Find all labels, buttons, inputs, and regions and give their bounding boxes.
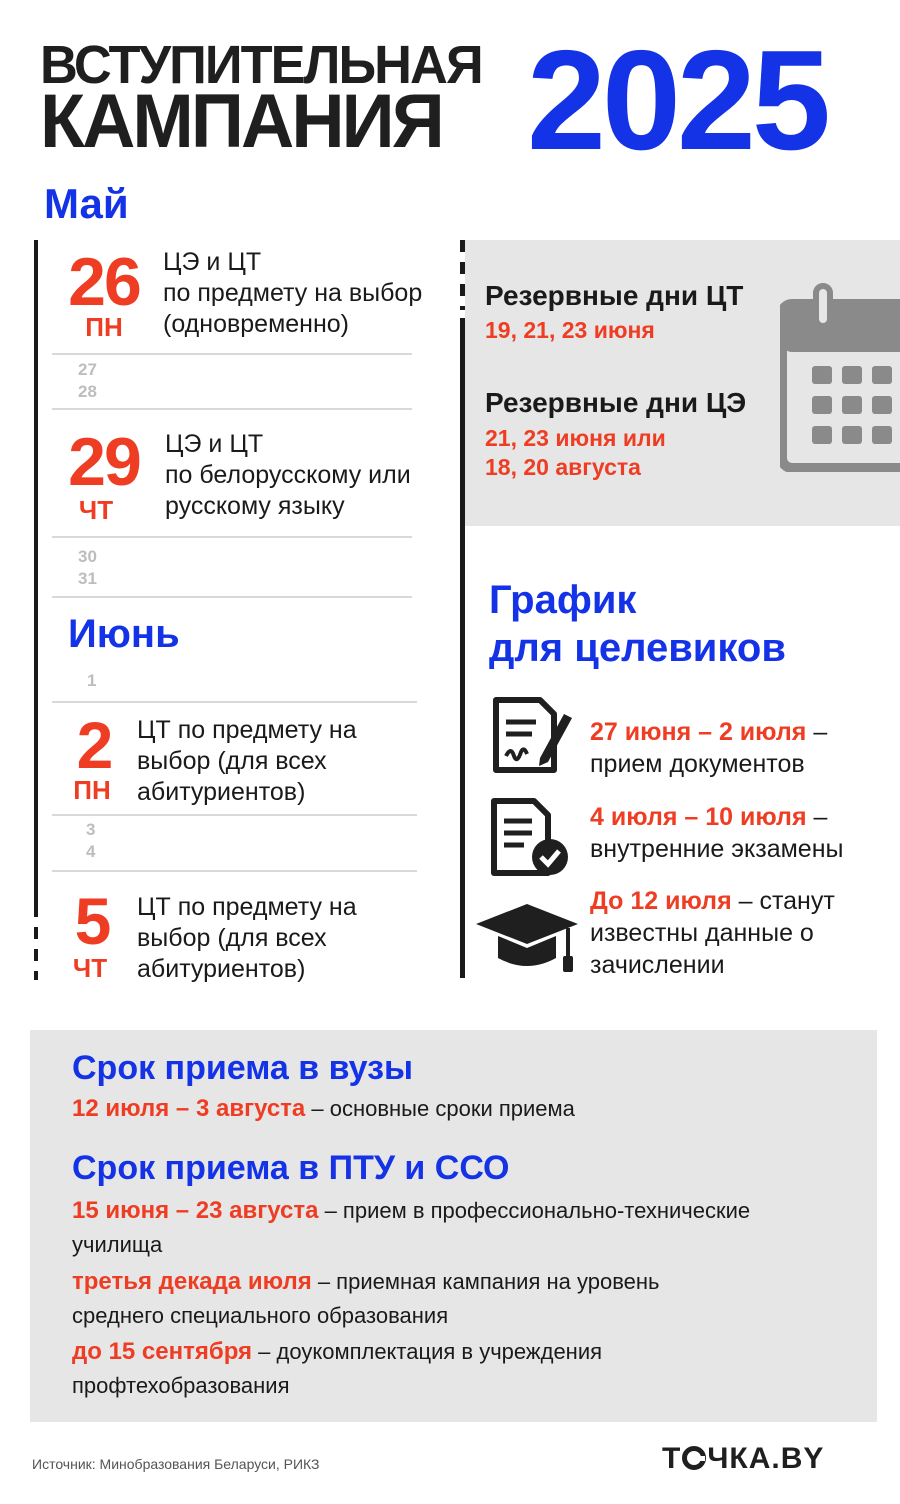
day-number: 29	[68, 424, 140, 500]
reserve-ct-title: Резервные дни ЦТ	[485, 280, 744, 311]
gap-days: 3 4	[86, 820, 96, 861]
title-line-1: ВСТУПИТЕЛЬНАЯ	[40, 35, 482, 95]
reserve-ct-dates: 19, 21, 23 июня	[485, 317, 655, 343]
timeline-line	[34, 240, 38, 905]
document-check-icon	[488, 795, 572, 881]
gap-days: 30 31	[78, 547, 97, 588]
targeted-title: График для целевиков	[489, 578, 786, 670]
event-text: ЦЭ и ЦТ по предмету на выбор (одновременно)	[163, 248, 423, 338]
day-of-week: ПН	[73, 775, 111, 805]
logo-o-icon	[682, 1446, 706, 1470]
month-may: Май	[44, 180, 129, 227]
separator	[52, 536, 412, 538]
day-of-week: ЧТ	[72, 953, 108, 983]
ptu-row: третья декада июля – приемная кампания на уровень среднего специального образования	[72, 1268, 660, 1328]
targeted-item: До 12 июля – станут известны данные о зачислении	[590, 887, 835, 979]
targeted-item: 27 июня – 2 июля – прием документов	[590, 718, 828, 778]
source-note: Источник: Минобразования Беларуси, РИКЗ	[32, 1456, 320, 1472]
separator	[52, 596, 412, 598]
title-line-2: КАМПАНИЯ	[40, 79, 442, 164]
ptu-row: 15 июня – 23 августа – прием в профессионально-технические училища	[72, 1197, 751, 1257]
separator	[52, 353, 412, 355]
ptu-title: Срок приема в ПТУ и ССО	[72, 1149, 510, 1187]
event-text: ЦЭ и ЦТ по белорусскому или русскому языку	[165, 430, 411, 520]
day-of-week: ПН	[85, 312, 123, 342]
event-text: ЦТ по предмету на выбор (для всех абитуриентов)	[137, 893, 357, 983]
reserve-ce-title: Резервные дни ЦЭ	[485, 387, 747, 418]
day-of-week: ЧТ	[78, 495, 114, 525]
calendar-icon	[780, 282, 900, 472]
event-text: ЦТ по предмету на выбор (для всех абитуриентов)	[137, 716, 357, 806]
targeted-item: 4 июля – 10 июля – внутренние экзамены	[590, 803, 844, 863]
timeline-dashed	[34, 905, 38, 980]
separator	[52, 814, 417, 816]
document-sign-icon	[488, 694, 572, 778]
reserve-ce-dates: 21, 23 июня или 18, 20 августа	[485, 425, 666, 480]
month-june: Июнь	[68, 612, 180, 656]
day-number: 5	[74, 884, 110, 958]
day-number: 26	[68, 244, 140, 320]
separator	[52, 701, 417, 703]
separator	[52, 408, 412, 410]
day-number: 2	[76, 708, 112, 782]
ptu-row: до 15 сентября – доукомплектация в учреждения профтехобразования	[72, 1338, 603, 1398]
tochka-logo: Т ЧКА.BY	[662, 1442, 825, 1475]
graduation-cap-icon	[474, 900, 580, 976]
gap-days: 27 28	[78, 360, 97, 401]
gap-days: 1	[87, 671, 97, 690]
separator	[52, 870, 417, 872]
title-year: 2025	[527, 21, 827, 180]
vuz-title: Срок приема в вузы	[72, 1049, 414, 1087]
vuz-row: 12 июля – 3 августа – основные сроки приема	[72, 1095, 575, 1122]
